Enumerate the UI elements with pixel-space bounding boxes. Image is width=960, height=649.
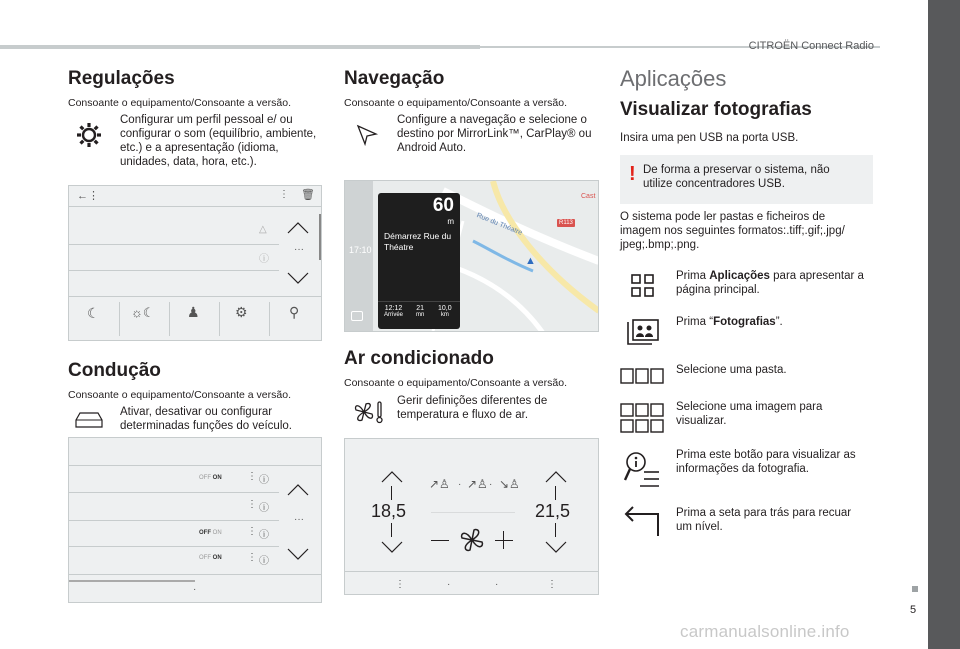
right-temperature: 21,5: [535, 501, 571, 521]
warning-icon: !: [629, 163, 636, 185]
step-folder: Selecione uma pasta.: [676, 364, 787, 376]
remaining-time: 21 mn: [416, 305, 425, 318]
folder-row-icon: [620, 368, 664, 384]
profile-icon[interactable]: ♟: [187, 304, 200, 320]
image-grid-icon: [620, 403, 664, 433]
more-icon[interactable]: ···: [294, 244, 304, 255]
usb-intro: Insira uma pen USB na porta USB.: [620, 132, 799, 144]
row-2-menu-icon[interactable]: ⋮: [247, 499, 257, 510]
toggle-row-4[interactable]: OFF ON: [199, 555, 222, 561]
chevron-up-icon[interactable]: [287, 222, 309, 234]
scroll-indicator[interactable]: [69, 580, 195, 582]
separator-dot: ·: [495, 579, 499, 590]
right-temp-down-icon[interactable]: [545, 541, 567, 553]
navigation-arrow-icon: [356, 124, 378, 146]
turn-distance-unit: m: [447, 217, 454, 226]
toggle-row-3[interactable]: OFF ON: [199, 530, 222, 536]
section-title-navegacao: Navegação: [344, 68, 445, 89]
separator-dot: ·: [447, 579, 451, 590]
road-badge: R113: [559, 220, 573, 226]
airflow-feet-icon[interactable]: ↘♙: [499, 477, 520, 491]
section-title-regulacoes: Regulações: [68, 68, 175, 89]
section-title-visualizar-fotografias: Visualizar fotografias: [620, 99, 812, 120]
row-2-info-icon[interactable]: ⓘ: [259, 503, 269, 514]
turn-instruction: Démarrez Rue du Théatre: [384, 231, 452, 252]
moon-icon[interactable]: ☾: [87, 305, 100, 321]
settings-screen: [68, 185, 322, 341]
regulacoes-subtitle: Consoante o equipamento/Consoante a versão.: [68, 97, 291, 109]
menu-dots-icon-2[interactable]: ⋮: [547, 579, 557, 590]
street-label: Rue du Théatre: [475, 212, 524, 237]
gear-icon: [76, 122, 102, 148]
regulacoes-desc: Configurar um perfil pessoal e/ ou configurar o som (equilíbrio, ambiente, etc.) e a apresentação (idioma, unidades, data, hora, etc.).: [120, 114, 317, 168]
separator-dot: ·: [458, 479, 462, 490]
left-temp-up-icon[interactable]: [381, 471, 403, 483]
turn-distance: 60: [432, 195, 454, 216]
ar-desc: Gerir definições diferentes de temperatura e fluxo de ar.: [397, 395, 548, 421]
brand-label: CITROËN Connect Radio: [748, 40, 874, 52]
row-4-info-icon[interactable]: ⓘ: [259, 556, 269, 567]
back-icon[interactable]: ←⋮: [77, 190, 99, 202]
row-4-menu-icon[interactable]: ⋮: [247, 552, 257, 563]
row-3-menu-icon[interactable]: ⋮: [247, 526, 257, 537]
warning-text: De forma a preservar o sistema, não utilize concentradores USB.: [643, 164, 830, 190]
eta: 12:12 Arrivée: [384, 305, 404, 318]
step-info: Prima este botão para visualizar as informações da fotografia.: [676, 449, 856, 475]
formats-text: O sistema pode ler pastas e ficheiros de imagem nos seguintes formatos:.tiff;.gif;.jpg/ jpeg;.bmp;.png.: [620, 211, 845, 251]
guidance-card: [378, 193, 460, 329]
settings-gear-icon[interactable]: ⚙: [235, 304, 248, 320]
section-title-conducao: Condução: [68, 360, 161, 381]
location-settings-icon[interactable]: ⚲: [289, 304, 300, 320]
end-marker: [912, 586, 918, 592]
step-back: Prima a seta para trás para recuar um nível.: [676, 507, 852, 533]
search-info-icon: [624, 450, 660, 490]
section-title-ar-condicionado: Ar condicionado: [344, 348, 494, 369]
ar-subtitle: Consoante o equipamento/Consoante a versão.: [344, 377, 567, 389]
navigation-screen: [344, 180, 599, 332]
clock: 17:10: [349, 245, 372, 255]
conducao-desc: Ativar, desativar ou configurar determinadas funções do veículo.: [120, 406, 292, 432]
step-photos: Prima “Fotografias”.: [676, 316, 783, 328]
left-temp-down-icon[interactable]: [381, 541, 403, 553]
airflow-face-feet-icon[interactable]: ↗♙: [467, 477, 488, 491]
info-icon: ⓘ: [259, 254, 269, 265]
menu-dots-icon[interactable]: ⋮: [395, 579, 405, 590]
right-temp-up-icon[interactable]: [545, 471, 567, 483]
step-apps: Prima Aplicações para apresentar a página principal.: [676, 270, 864, 296]
trash-icon[interactable]: 🗑: [301, 189, 315, 201]
row-1-info-icon[interactable]: ⓘ: [259, 475, 269, 486]
watermark: carmanualsonline.info: [680, 622, 850, 641]
day-night-icon[interactable]: ☼☾: [131, 305, 155, 320]
warning-box: [620, 155, 873, 204]
place-label: Cast: [581, 193, 596, 200]
fan-thermometer-icon: [352, 400, 384, 424]
separator-dot: ·: [489, 479, 493, 490]
page-number: 5: [910, 604, 917, 616]
toggle-row-1[interactable]: OFF ON: [199, 475, 222, 481]
car-icon: [74, 410, 104, 430]
left-temperature: 18,5: [371, 501, 407, 521]
scrollbar[interactable]: [319, 214, 321, 260]
side-tab: [928, 0, 960, 649]
position-arrow-icon: ▲: [525, 255, 536, 267]
fan-decrease-icon[interactable]: [431, 540, 449, 541]
remaining-distance: 10,0 km: [438, 305, 452, 318]
airflow-face-icon[interactable]: ↗♙: [429, 477, 450, 491]
step-image: Selecione uma imagem para visualizar.: [676, 401, 823, 427]
nav-sidebar: [345, 181, 373, 332]
menu-dots-icon[interactable]: ⋮: [279, 189, 289, 200]
chevron-up-icon[interactable]: [287, 484, 309, 496]
page-dot: ·: [193, 584, 197, 595]
fan-icon: [459, 527, 485, 553]
driving-screen: [68, 437, 322, 603]
back-arrow-icon: [624, 506, 660, 538]
row-3-info-icon[interactable]: ⓘ: [259, 530, 269, 541]
row-1-menu-icon[interactable]: ⋮: [247, 471, 257, 482]
home-button[interactable]: [351, 311, 363, 321]
header-rule: [0, 45, 480, 49]
triangle-icon: △: [259, 224, 267, 235]
navegacao-subtitle: Consoante o equipamento/Consoante a versão.: [344, 97, 567, 109]
more-icon[interactable]: ···: [294, 514, 304, 525]
chevron-down-icon[interactable]: [287, 548, 309, 560]
photos-icon: [626, 318, 660, 346]
chevron-down-icon[interactable]: [287, 272, 309, 284]
apps-grid-icon: [630, 273, 656, 299]
section-title-aplicacoes: Aplicações: [620, 66, 727, 91]
conducao-subtitle: Consoante o equipamento/Consoante a versão.: [68, 389, 291, 401]
climate-screen: [344, 438, 599, 595]
navegacao-desc: Configure a navegação e selecione o destino por MirrorLink™, CarPlay® ou Android Auto.: [397, 114, 592, 154]
